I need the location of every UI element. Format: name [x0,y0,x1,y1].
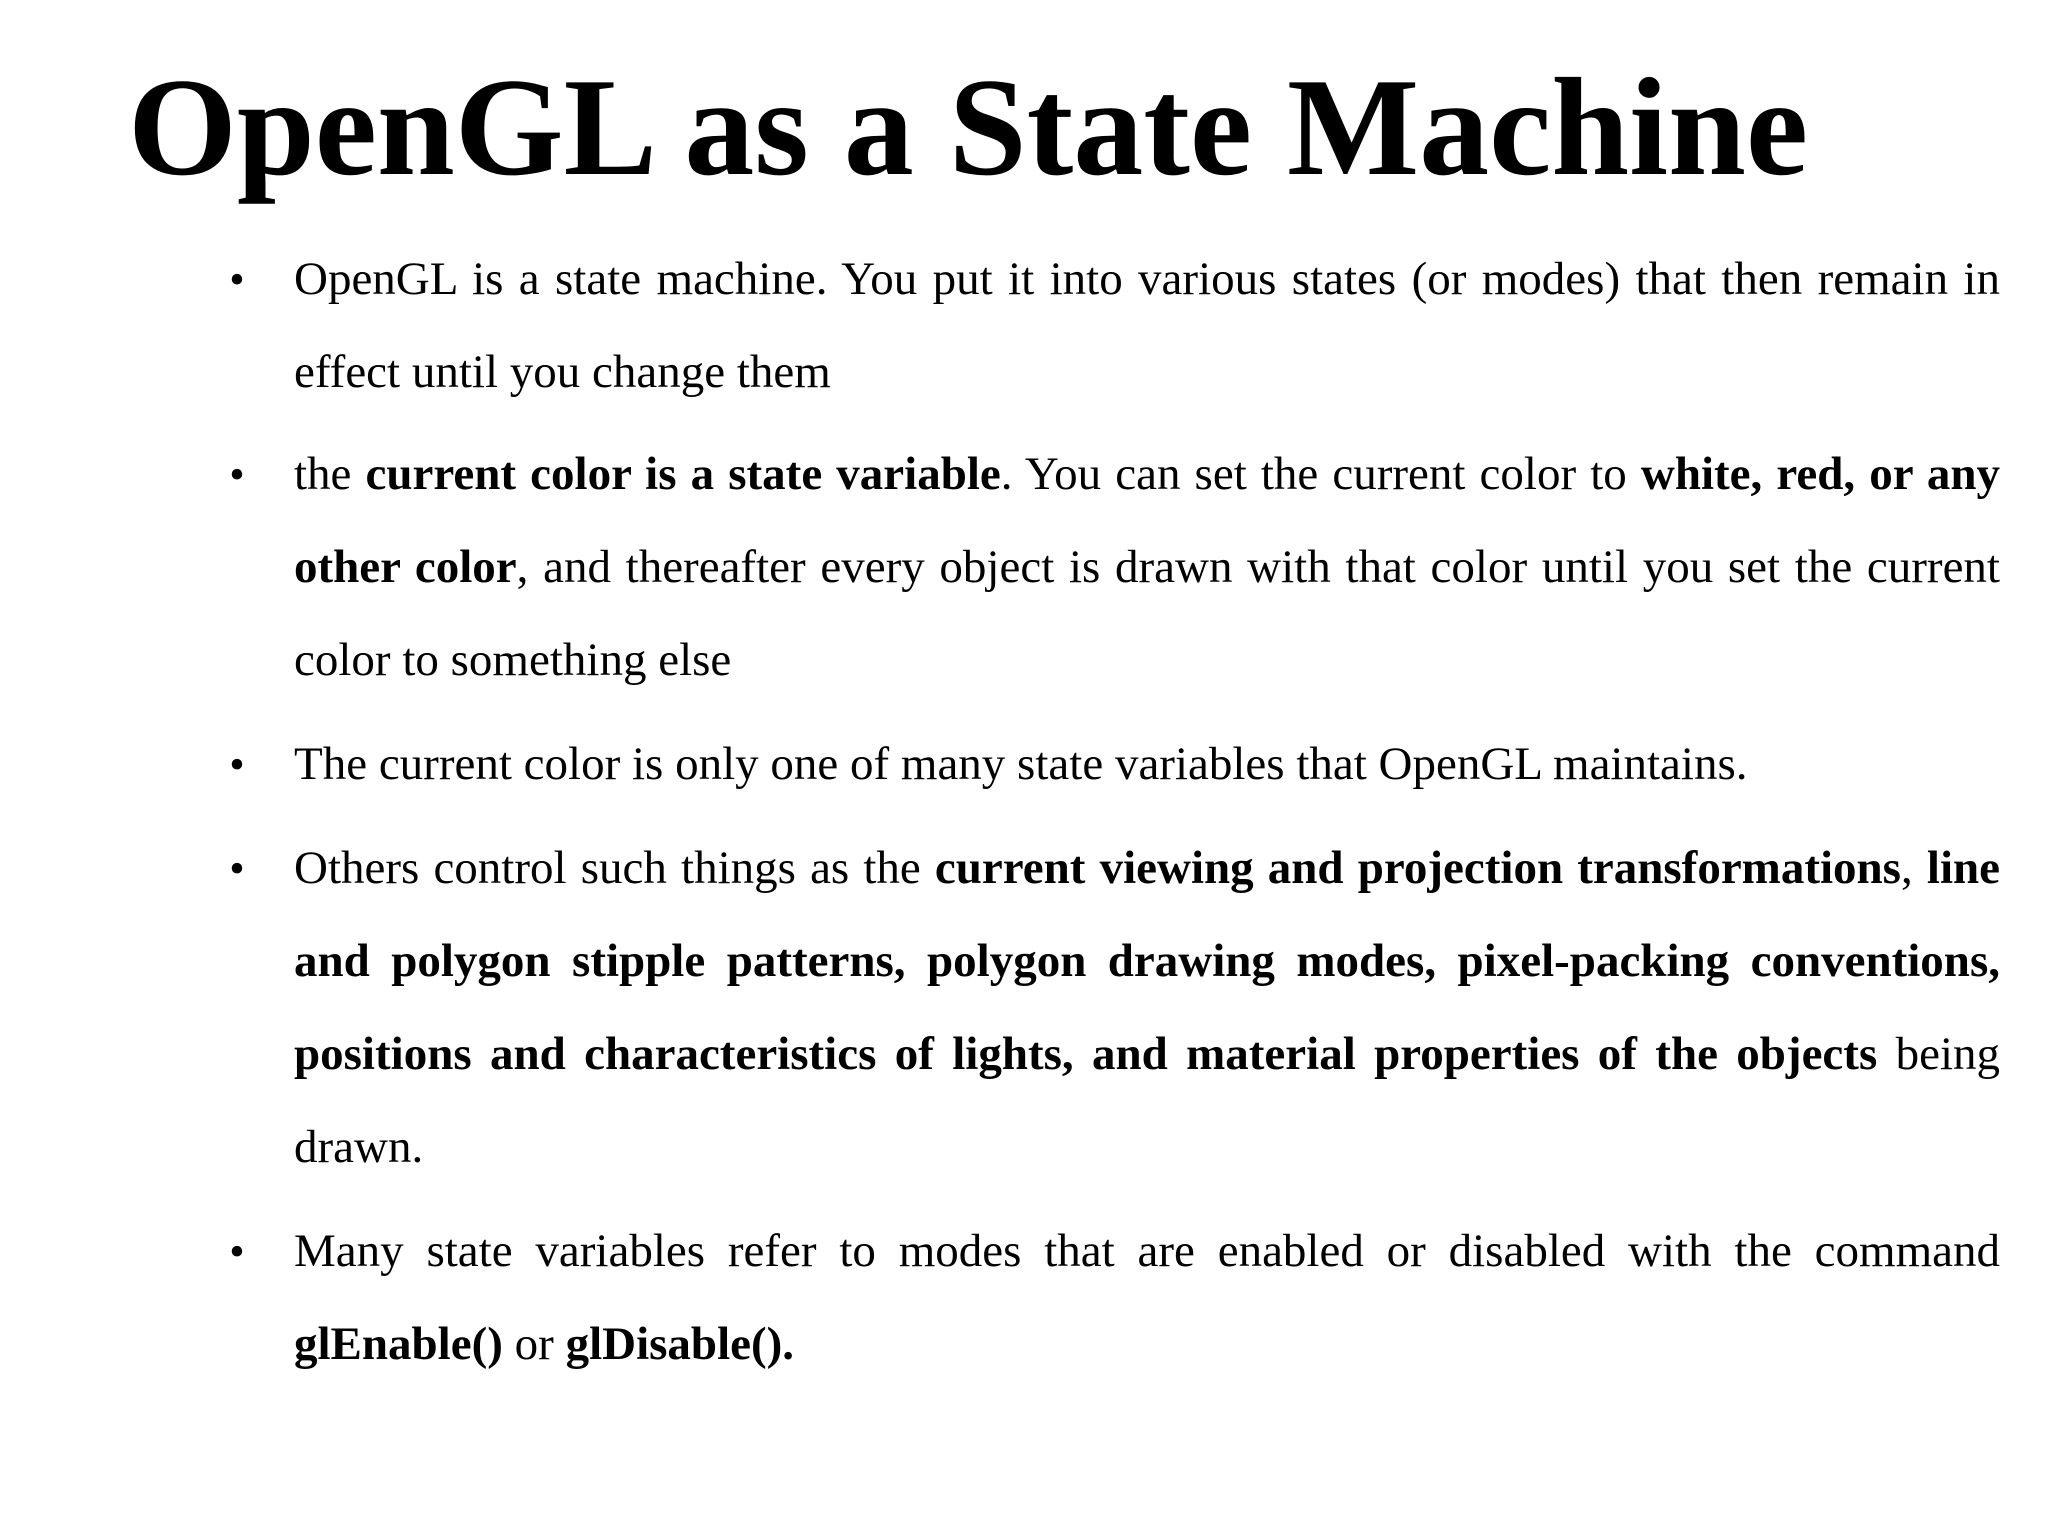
bullet-text [294,428,2000,707]
text-segment-bold: glEnable() [294,1318,503,1370]
text-segment: Many state variables refer to modes that are enabled or disabled with the command [294,1225,2000,1277]
text-segment: being drawn. [294,1028,2001,1173]
slide-title: OpenGL as a State Machine [128,50,1809,205]
text-segment-bold: line and polygon stipple patterns, polygon drawing modes, pixel-packing conventions, positions and characteristics of lights, and material properties of the objects [294,842,2001,1080]
bullet-icon: • [229,844,245,893]
bullet-text [294,233,2000,419]
bullet-text [294,822,2000,1194]
text-segment: Others control such things as the [294,842,935,894]
bullet-text [294,1205,2000,1391]
text-segment-bold: current color is a state variable [365,448,1001,500]
text-segment: the [294,448,366,500]
text-segment-bold: glDisable(). [565,1318,795,1370]
text-segment: or [502,1318,566,1370]
text-segment: OpenGL is a state machine. You put it into various states (or modes) that then remain in effect until you change them [294,253,2000,398]
bullet-icon: • [229,740,245,789]
bullet-icon: • [229,255,245,304]
text-segment: , and thereafter every object is drawn with that color until you set the current color to something else [294,541,2000,686]
bullet-icon: • [229,1227,245,1276]
bullet-icon: • [229,450,245,499]
text-segment: The current color is only one of many state variables that OpenGL maintains. [294,738,1748,790]
bullet-text [294,718,2000,811]
text-segment: , [1900,842,1927,894]
text-segment: . You can set the current color to [1000,448,1641,500]
text-segment-bold: current viewing and projection transformations [934,842,1901,894]
text-segment-bold: white, red, or any other color [294,448,2001,593]
